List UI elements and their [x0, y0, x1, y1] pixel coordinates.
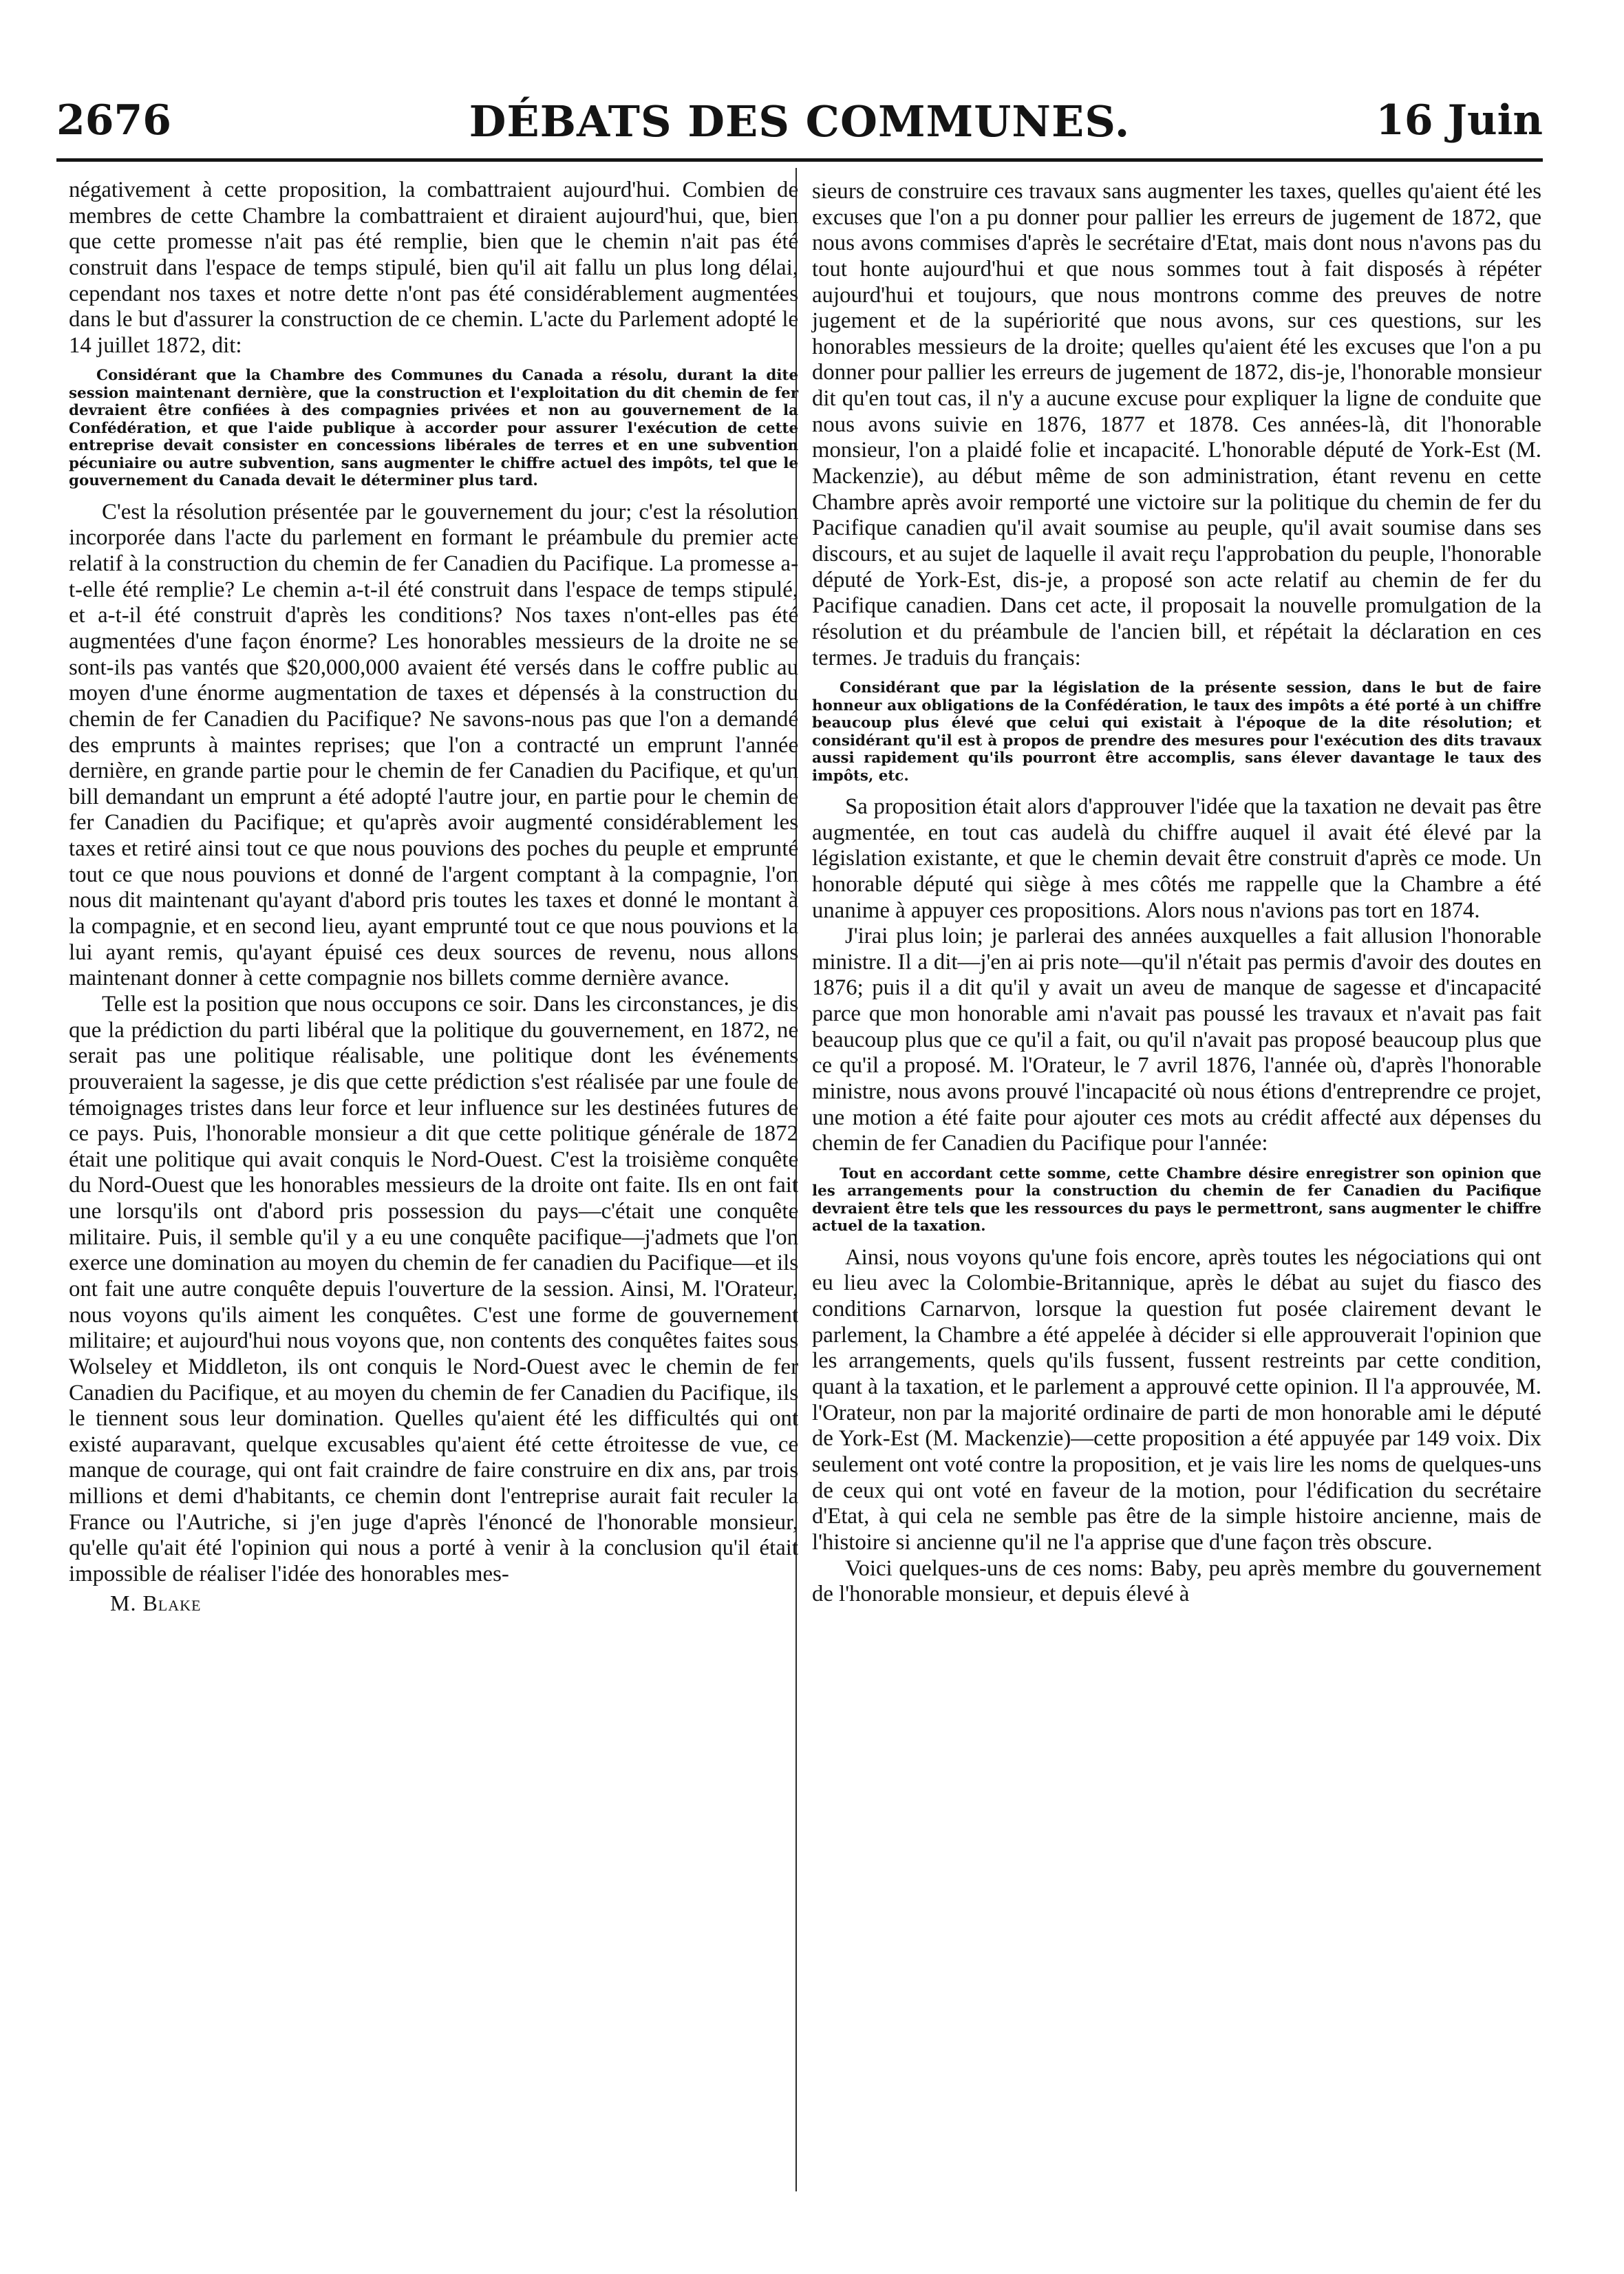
right-quotation-2-text: Tout en accordant cette somme, cette Chambre désire enregistrer son opinion que les arrangements pour la construction du chemin de fer Canadien du Pacifique devraient être tels que les ressources du pays le permettront, sans augmenter le chiffre actuel de la taxation. [812, 1165, 1541, 1235]
page-number: 2676 [56, 96, 171, 145]
left-column [69, 178, 798, 1615]
right-column [812, 179, 1541, 1608]
right-paragraph-3: J'irai plus loin; je parlerai des années auxquelles a fait allusion l'honorable ministre. Il a dit—j'en ai pris note—qu'il n'était pas permis d'avoir des doutes en 1876; puis il a dit qu'il y avait un aveu de manque de sagesse et d'incapacité parce que mon honorable ami n'avait pas poussé les travaux et n'avait pas fait beaucoup plus que ce qu'il a fait, ou qu'il n'avait pas proposé beaucoup plus que ce qu'il a proposé. M. l'Orateur, le 7 avril 1876, l'année où, d'après l'honorable ministre, nous avons prouvé l'incapacité où nous étions d'entreprendre ce projet, une motion a été faite pour ajouter ces mots au crédit affecté aux dépenses du chemin de fer Canadien du Pacifique pour l'année: [812, 924, 1541, 1156]
right-paragraph-4: Ainsi, nous voyons qu'une fois encore, après toutes les négociations qui ont eu lieu avec la Colombie-Britannique, après le débat au sujet du fiasco des conditions Carnarvon, lorsque la question fut posée clairement devant le parlement, la Chambre a été appelée à décider si elle approuverait l'opinion que les arrangements, quels qu'ils fussent, fussent restreints par cette condition, quant à la taxation, et le parlement a approuvé cette opinion. Il l'a approuvée, M. l'Orateur, non par la majorité ordinaire de parti de mon honorable ami le député de York-Est (M. Mackenzie)—cette proposition a été appuyée par 149 voix. Dix seulement ont voté contre la proposition, et je vais lire les noms de quelques-uns de ceux qui ont voté en faveur de la motion, pour l'édification du secrétaire d'Etat, à qui cela ne semble pas être de la simple histoire ancienne, mais de l'histoire si ancienne qu'il ne l'a apprise que d'une façon très obscure. [812, 1244, 1541, 1555]
right-quotation-2 [812, 1165, 1541, 1235]
right-paragraph-1: sieurs de construire ces travaux sans augmenter les taxes, quelles qu'aient été les excuses que l'on a pu donner pour pallier les erreurs de jugement de 1872, que nous avons commises d'après le secrétaire d'Etat, mais dont nous n'avons pas du tout honte aujourd'hui et que nous sommes tout à fait disposés à répéter aujourd'hui et toujours, que nous montrons comme des preuves de notre jugement et de la supériorité que nous avons, sur ces questions, sur les honorables messieurs de la droite; quelles qu'aient été les excuses que l'on a pu donner pour pallier les erreurs de jugement de 1872, dis-je, l'honorable monsieur dit qu'en tout cas, il n'y a aucune excuse pour expliquer la ligne de conduite que nous avons suivie en 1876, 1877 et 1878. Ces années-là, dit l'honorable monsieur, l'on a plaidé folie et incapacité. L'honorable député de York-Est (M. Mackenzie), au début même de son administration, étant revenu en cette Chambre après avoir remporté une victoire sur la politique du chemin de fer du Pacifique canadien qu'il avait soumise au peuple, qu'il avait soumise dans ses discours, et au sujet de laquelle il avait reçu l'approbation du peuple, l'honorable député de York-Est, dis-je, a proposé son acte relatif au chemin de fer du Pacifique canadien. Dans cet acte, il proposait la nouvelle promulgation de la résolution et du préambule de l'ancien bill, et répétait la déclaration en ces termes. Je traduis du français: [812, 179, 1541, 670]
left-paragraph-2: C'est la résolution présentée par le gouvernement du jour; c'est la résolution incorporée dans l'acte du parlement en formant le préambule du premier acte relatif à la construction du chemin de fer Canadien du Pacifique. La promesse a-t-elle été remplie? Le chemin a-t-il été construit dans l'espace de temps stipulé, et a-t-il été construit d'après les conditions? Nos taxes n'ont-elles pas été augmentées d'une façon énorme? Les honorables messieurs de la droite ne se sont-ils pas vantés que $20,000,000 avaient été versés dans le coffre public au moyen d'une énorme augmentation de taxes et dépensés à la construction du chemin de fer Canadien du Pacifique? Ne savons-nous pas que l'on a demandé des emprunts à maintes reprises; que l'on a contracté un emprunt l'année dernière, en grande partie pour le chemin de fer Canadien du Pacifique, et qu'un bill demandant un emprunt a été adopté l'autre jour, en partie pour le chemin de fer Canadien du Pacifique; et qu'après avoir augmenté considérablement les taxes et retiré ainsi tout ce que nous pouvions des poches du peuple et emprunté tout ce que nous pouvions et donné de l'argent comptant à la compagnie, l'on nous dit maintenant qu'ayant d'abord pris toutes les taxes et donné le montant à la compagnie, et en second lieu, ayant emprunté tout ce que nous pouvions et la lui ayant remis, qu'ayant épuisé ces deux sources de revenu, nous allons maintenant donner à cette compagnie nos billets comme dernière avance. [69, 499, 798, 991]
left-quotation-text: Considérant que la Chambre des Communes du Canada a résolu, durant la dite session maintenant dernière, que la construction et l'exploitation du dit chemin de fer devraient être confiées à des compagnies privées et non au gouvernement de la Confédération, et que l'aide publique à accorder pour assurer l'exécution de cette entreprise devait consister en concessions libérales de terres et en une subvention pécuniaire ou autre subvention, sans augmenter le chiffre actuel des impôts, tel que le gouvernement du Canada devait le déterminer plus tard. [69, 367, 798, 490]
header-date: 16 Juin [1376, 96, 1543, 145]
left-paragraph-1: négativement à cette proposition, la combattraient aujourd'hui. Combien de membres de cette Chambre la combattraient et diraient aujourd'hui, que, bien que cette promesse n'ait pas été remplie, bien que le chemin n'ait pas été construit dans l'espace de temps stipulé, bien qu'il ait fallu un plus long délai, cependant nos taxes et notre dette n'ont pas été considérablement augmentées dans le but d'assurer la construction de ce chemin. L'acte du Parlement adopté le 14 juillet 1872, dit: [69, 178, 798, 358]
left-paragraph-3: Telle est la position que nous occupons ce soir. Dans les circonstances, je dis que la prédiction du parti libéral que la politique du gouvernement, en 1872, ne serait pas une politique réalisable, une politique dont les événements prouveraient la sagesse, je dis que cette prédiction s'est réalisée par une foule de témoignages tristes dans leur force et leur influence sur les destinées futures de ce pays. Puis, l'honorable monsieur a dit que cette politique générale de 1872 était une politique qui avait conquis le Nord-Ouest. C'est la troisième conquête du Nord-Ouest que les honorables messieurs de la droite ont faite. Ils en ont fait une lorsqu'ils ont d'abord pris possession du pays—c'était une conquête militaire. Puis, il semble qu'il y a eu une conquête pacifique—j'admets que l'on exerce une domination au moyen du chemin de fer canadien du Pacifique—et ils ont fait une autre conquête depuis l'ouverture de la session. Ainsi, M. l'Orateur, nous voyons qu'ils aiment les conquêtes. C'est une forme de gouvernement militaire; et aujourd'hui nous voyons que, non contents des conquêtes faites sous Wolseley et Middleton, ils ont conquis le Nord-Ouest avec le chemin de fer Canadien du Pacifique, et au moyen du chemin de fer Canadien du Pacifique, ils le tiennent sous leur domination. Quelles qu'aient été les difficultés qui ont existé auparavant, quelque excusables qu'aient été cette étroitesse de vue, ce manque de courage, qui ont fait craindre de faire construire en dix ans, par trois millions et demi d'habitants, ce chemin dont l'entreprise aurait fait reculer la France ou l'Autriche, si j'en juge d'après l'énoncé de l'honorable monsieur, qu'elle qu'ait été l'opinion qui nous a porté à venir à la conclusion qu'il était impossible de réaliser l'idée des honorables mes- [69, 991, 798, 1587]
right-quotation-1 [812, 679, 1541, 785]
right-paragraph-2: Sa proposition était alors d'approuver l'idée que la taxation ne devait pas être augmentée, en tout cas audelà du chiffre auquel il avait été élevé par la législation existante, et que le chemin devait être construit d'après ce mode. Un honorable député qui siège à mes côtés me rappelle que la Chambre a été unanime à appuyer ces propositions. Alors nous n'avions pas tort en 1874. [812, 794, 1541, 923]
header-rule [56, 158, 1543, 162]
right-paragraph-5: Voici quelques-uns de ces noms: Baby, peu après membre du gouvernement de l'honorable monsieur, et depuis élevé à [812, 1555, 1541, 1607]
right-quotation-1-text: Considérant que par la législation de la présente session, dans le but de faire honneur aux obligations de la Confédération, le taux des impôts a été porté à un chiffre beaucoup plus élevé que celui qui existait à l'époque de la dite résolution; et considérant qu'il est à propos de prendre des mesures pour l'exécution des dits travaux aussi rapidement qu'ils pourront être accomplis, sans élever davantage le taux des impôts, etc. [812, 679, 1541, 785]
journal-title: DÉBATS DES COMMUNES. [469, 96, 1131, 147]
page-header [56, 96, 1543, 151]
speaker-signature: M. Blake [110, 1590, 202, 1615]
left-quotation [69, 367, 798, 489]
